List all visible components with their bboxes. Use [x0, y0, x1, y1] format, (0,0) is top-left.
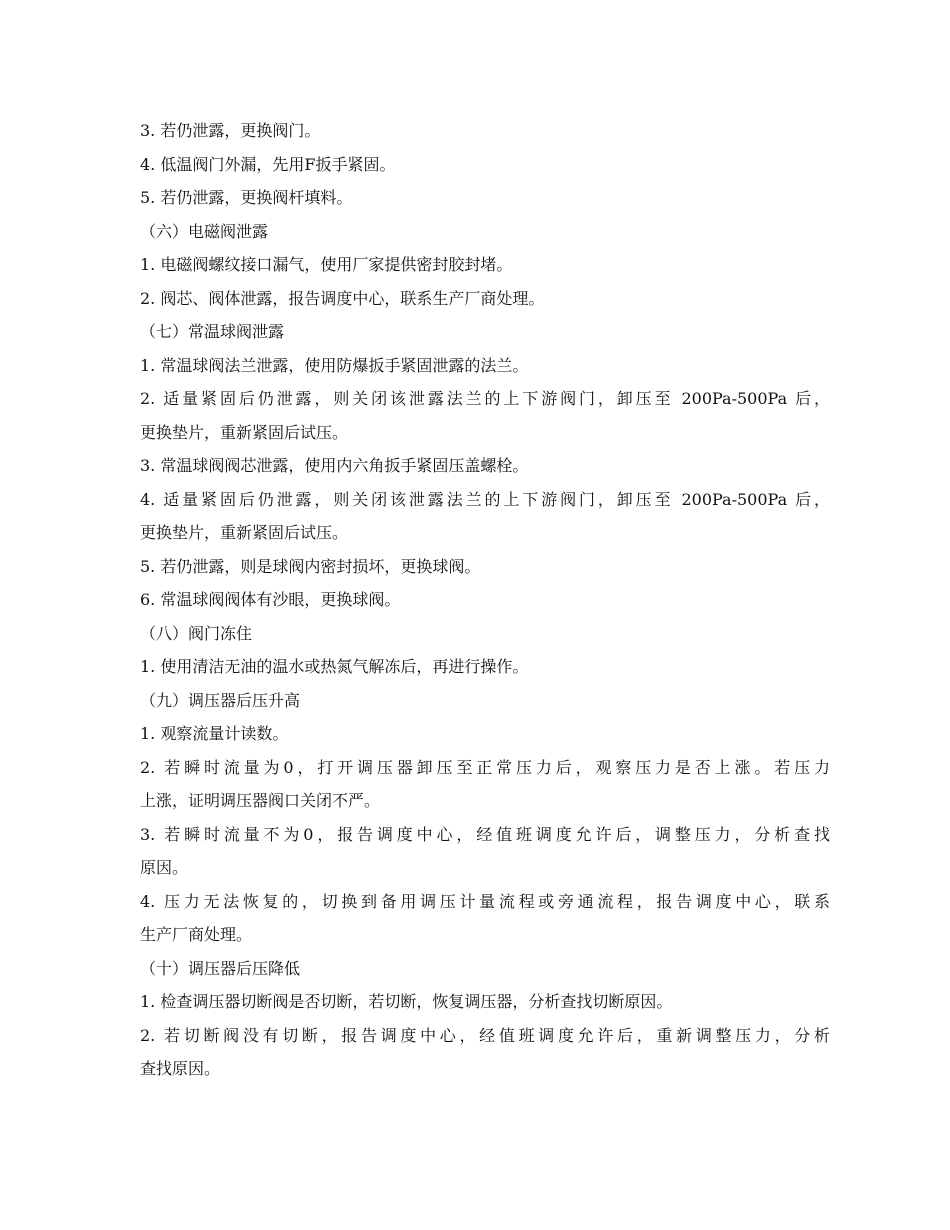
- list-item: 1. 观察流量计读数。: [140, 724, 289, 743]
- list-item-continuation: 原因。: [140, 858, 189, 877]
- list-item: 1. 检查调压器切断阀是否切断，若切断，恢复调压器，分析查找切断原因。: [140, 992, 673, 1011]
- list-item: 3. 若仍泄露，更换阀门。: [140, 121, 321, 140]
- section-heading: （九）调压器后压升高: [140, 690, 301, 710]
- list-item: 3. 若瞬时流量不为0，报告调度中心，经值班调度允许后，调整压力，分析查找: [140, 824, 830, 844]
- list-item: 1. 电磁阀螺纹接口漏气，使用厂家提供密封胶封堵。: [140, 255, 513, 274]
- list-item: 2. 适量紧固后仍泄露，则关闭该泄露法兰的上下游阀门，卸压至 200Pa-500Pa 后，: [140, 389, 830, 408]
- list-item: 2. 若瞬时流量为0，打开调压器卸压至正常压力后，观察压力是否上涨。若压力: [140, 757, 830, 777]
- list-item-continuation: 上涨，证明调压器阀口关闭不严。: [140, 791, 381, 810]
- list-item-continuation: 生产厂商处理。: [140, 925, 253, 944]
- document-page: [140, 114, 830, 1086]
- section-heading: （六）电磁阀泄露: [140, 221, 269, 241]
- list-item: 4. 低温阀门外漏，先用F扳手紧固。: [140, 154, 396, 174]
- list-item: 1. 使用清洁无油的温水或热氮气解冻后，再进行操作。: [140, 657, 529, 676]
- section-heading: （十）调压器后压降低: [140, 958, 301, 978]
- list-item: 6. 常温球阀阀体有沙眼，更换球阀。: [140, 590, 401, 609]
- list-item: 4. 适量紧固后仍泄露，则关闭该泄露法兰的上下游阀门，卸压至 200Pa-500Pa 后，: [140, 489, 830, 509]
- list-item-continuation: 查找原因。: [140, 1059, 221, 1078]
- list-item: 2. 若切断阀没有切断，报告调度中心，经值班调度允许后，重新调整压力，分析: [140, 1025, 830, 1045]
- list-item: 2. 阀芯、阀体泄露，报告调度中心，联系生产厂商处理。: [140, 288, 545, 308]
- list-item: 1. 常温球阀法兰泄露，使用防爆扳手紧固泄露的法兰。: [140, 355, 529, 375]
- list-item-continuation: 更换垫片，重新紧固后试压。: [140, 523, 349, 542]
- list-item: 4. 压力无法恢复的，切换到备用调压计量流程或旁通流程，报告调度中心，联系: [140, 891, 830, 911]
- list-item: 5. 若仍泄露，则是球阀内密封损坏，更换球阀。: [140, 556, 481, 576]
- list-item: 3. 常温球阀阀芯泄露，使用内六角扳手紧固压盖螺栓。: [140, 456, 529, 475]
- list-item-continuation: 更换垫片，重新紧固后试压。: [140, 422, 349, 442]
- section-heading: （八）阀门冻住: [140, 623, 253, 643]
- list-item: 5. 若仍泄露，更换阀杆填料。: [140, 188, 353, 207]
- section-heading: （七）常温球阀泄露: [140, 322, 285, 341]
